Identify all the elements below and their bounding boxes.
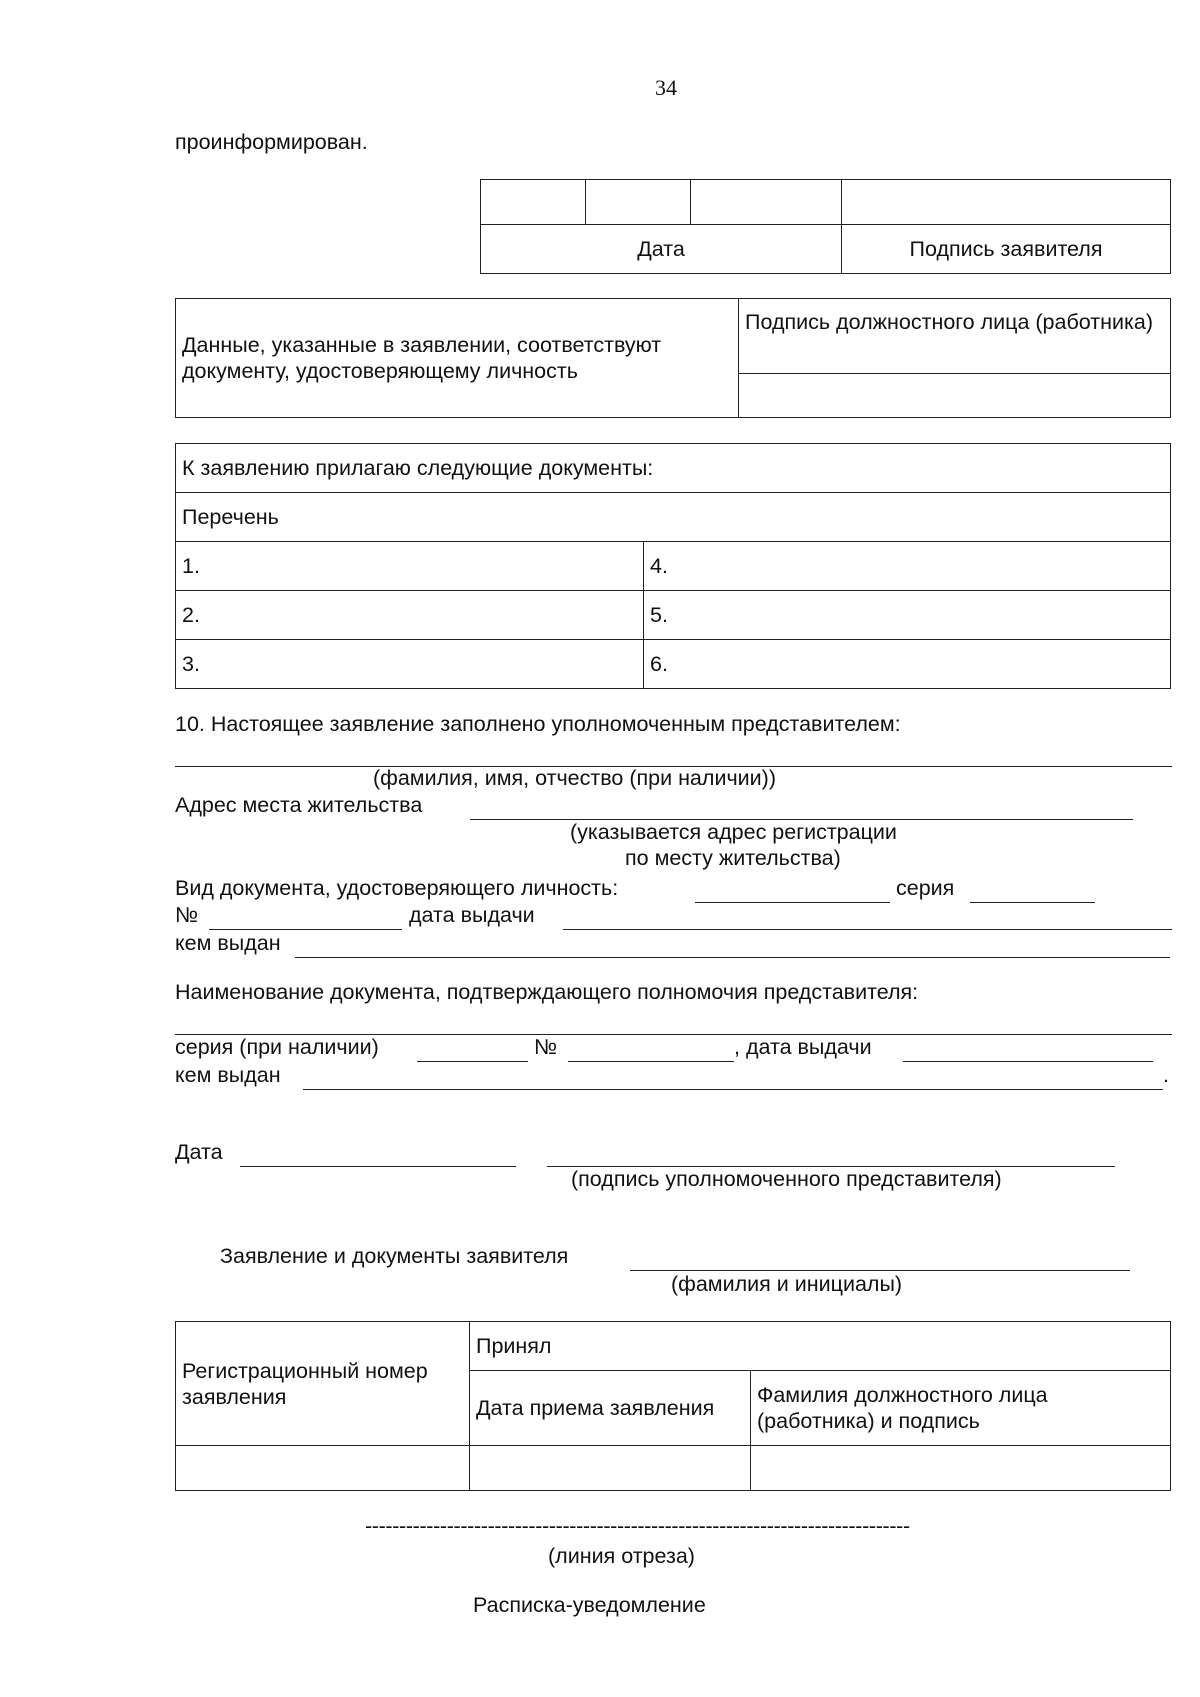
registration-number-label: Регистрационный номер заявления bbox=[176, 1322, 470, 1446]
accept-date-cell[interactable] bbox=[470, 1446, 751, 1491]
authority-issue-date-label: , дата выдачи bbox=[734, 1035, 872, 1059]
document-item-3[interactable]: 3. bbox=[176, 640, 644, 689]
representative-heading: 10. Настоящее заявление заполнено уполномоченным представителем: bbox=[175, 712, 901, 736]
documents-table bbox=[175, 443, 1171, 689]
applicant-signature-label: Подпись заявителя bbox=[842, 225, 1171, 274]
official-signature-label: Подпись должностного лица (работника) bbox=[739, 299, 1171, 374]
cut-line-label: (линия отреза) bbox=[548, 1544, 695, 1568]
authority-issue-date-field[interactable] bbox=[903, 1061, 1153, 1062]
authority-number-label: № bbox=[534, 1035, 558, 1059]
accepted-label: Принял bbox=[470, 1322, 1171, 1371]
official-signature-cell[interactable] bbox=[739, 374, 1171, 418]
authority-number-field[interactable] bbox=[568, 1061, 734, 1062]
documents-list-label: Перечень bbox=[176, 493, 1171, 542]
document-item-2[interactable]: 2. bbox=[176, 591, 644, 640]
date-year-cell[interactable] bbox=[691, 180, 842, 225]
representative-name-hint: (фамилия, имя, отчество (при наличии)) bbox=[373, 766, 776, 790]
data-matches-text: Данные, указанные в заявлении, соответствуют документу, удостоверяющему личность bbox=[176, 299, 739, 418]
registration-table bbox=[175, 1321, 1171, 1491]
id-series-label: серия bbox=[896, 876, 955, 900]
authority-issued-by-label: кем выдан bbox=[175, 1063, 281, 1087]
id-number-field[interactable] bbox=[209, 929, 402, 930]
date-day-cell[interactable] bbox=[481, 180, 586, 225]
authority-document-label: Наименование документа, подтверждающего полномочия представителя: bbox=[175, 980, 919, 1004]
id-document-type-field[interactable] bbox=[695, 902, 890, 903]
accept-date-label: Дата приема заявления bbox=[470, 1371, 751, 1446]
authority-issued-by-field[interactable] bbox=[303, 1089, 1163, 1090]
acceptance-label: Заявление и документы заявителя bbox=[220, 1244, 569, 1268]
id-issue-date-label: дата выдачи bbox=[409, 903, 535, 927]
documents-header: К заявлению прилагаю следующие документы: bbox=[176, 444, 1171, 493]
representative-signature-hint: (подпись уполномоченного представителя) bbox=[571, 1167, 1002, 1191]
date-label: Дата bbox=[481, 225, 842, 274]
intro-text: проинформирован. bbox=[175, 130, 368, 154]
id-issued-by-field[interactable] bbox=[295, 957, 1170, 958]
id-document-label: Вид документа, удостоверяющего личность: bbox=[175, 876, 619, 900]
cut-line: -------------------------------------------------------------------------------- bbox=[365, 1514, 910, 1538]
document-item-4[interactable]: 4. bbox=[644, 542, 1171, 591]
representative-date-field[interactable] bbox=[240, 1166, 516, 1167]
id-number-label: № bbox=[175, 903, 199, 927]
address-label: Адрес места жительства bbox=[175, 793, 423, 817]
acceptance-name-field[interactable] bbox=[630, 1270, 1130, 1271]
applicant-signature-cell[interactable] bbox=[842, 180, 1171, 225]
id-series-field[interactable] bbox=[970, 902, 1095, 903]
page-number: 34 bbox=[655, 75, 677, 100]
date-signature-table bbox=[480, 179, 1171, 274]
id-issued-by-label: кем выдан bbox=[175, 931, 281, 955]
representative-date-label: Дата bbox=[175, 1140, 223, 1164]
id-issue-date-field[interactable] bbox=[563, 929, 1172, 930]
registration-number-cell[interactable] bbox=[176, 1446, 470, 1491]
address-hint-line2: по месту жительства) bbox=[625, 846, 841, 870]
document-item-1[interactable]: 1. bbox=[176, 542, 644, 591]
document-item-5[interactable]: 5. bbox=[644, 591, 1171, 640]
receipt-title: Расписка-уведомление bbox=[473, 1593, 706, 1617]
authority-series-field[interactable] bbox=[417, 1061, 528, 1062]
official-name-cell[interactable] bbox=[751, 1446, 1171, 1491]
authority-issued-by-period: . bbox=[1163, 1063, 1169, 1087]
authority-series-label: серия (при наличии) bbox=[175, 1035, 379, 1059]
verification-table bbox=[175, 298, 1171, 418]
acceptance-name-hint: (фамилия и инициалы) bbox=[671, 1272, 903, 1296]
official-name-label: Фамилия должностного лица (работника) и подпись bbox=[751, 1371, 1171, 1446]
address-hint-line1: (указывается адрес регистрации bbox=[570, 820, 897, 844]
date-month-cell[interactable] bbox=[586, 180, 691, 225]
document-item-6[interactable]: 6. bbox=[644, 640, 1171, 689]
